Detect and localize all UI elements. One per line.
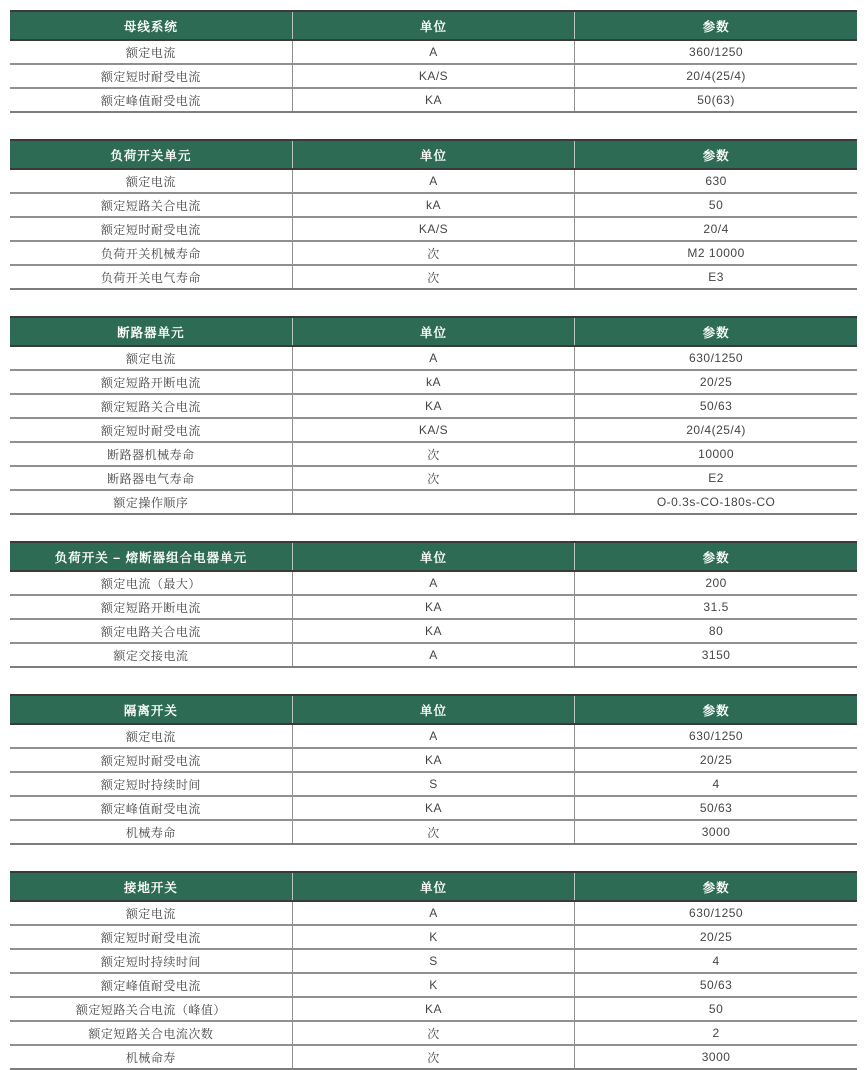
table-row <box>10 394 857 418</box>
param-cell: 200 <box>575 571 857 595</box>
param-cell: 20/25 <box>575 925 857 949</box>
table-row <box>10 88 857 112</box>
param-cell: 630/1250 <box>575 724 857 748</box>
param-cell: 360/1250 <box>575 40 857 64</box>
unit-cell: 次 <box>292 820 574 844</box>
param-column-header: 参数 <box>575 695 857 724</box>
row-name-cell: 额定电流 <box>10 901 292 925</box>
row-name-cell: 额定短路关合电流（峰值） <box>10 997 292 1021</box>
param-cell: 50/63 <box>575 973 857 997</box>
table-row <box>10 973 857 997</box>
param-cell: 20/25 <box>575 370 857 394</box>
unit-cell: KA <box>292 394 574 418</box>
row-name-cell: 额定电流 <box>10 169 292 193</box>
param-cell: 630 <box>575 169 857 193</box>
row-name-cell: 额定短时耐受电流 <box>10 418 292 442</box>
unit-cell: A <box>292 40 574 64</box>
table-row <box>10 748 857 772</box>
table-row <box>10 490 857 514</box>
row-name-cell: 额定短路关合电流 <box>10 394 292 418</box>
row-name-cell: 额定短时耐受电流 <box>10 925 292 949</box>
row-name-cell: 额定电流（最大） <box>10 571 292 595</box>
param-cell: 50/63 <box>575 796 857 820</box>
param-cell: 20/4 <box>575 217 857 241</box>
unit-column-header: 单位 <box>292 317 574 346</box>
param-cell: 3000 <box>575 820 857 844</box>
unit-column-header: 单位 <box>292 695 574 724</box>
table-title: 断路器单元 <box>10 317 292 346</box>
unit-cell: S <box>292 949 574 973</box>
row-name-cell: 额定操作顺序 <box>10 490 292 514</box>
row-name-cell: 额定电流 <box>10 346 292 370</box>
unit-cell: KA <box>292 595 574 619</box>
spec-table <box>10 871 857 1070</box>
param-cell: O-0.3s-CO-180s-CO <box>575 490 857 514</box>
row-name-cell: 额定峰值耐受电流 <box>10 88 292 112</box>
param-cell: E2 <box>575 466 857 490</box>
row-name-cell: 额定短路开断电流 <box>10 370 292 394</box>
table-row <box>10 442 857 466</box>
param-cell: 630/1250 <box>575 901 857 925</box>
row-name-cell: 额定峰值耐受电流 <box>10 796 292 820</box>
param-cell: 50 <box>575 193 857 217</box>
unit-column-header: 单位 <box>292 11 574 40</box>
table-row <box>10 40 857 64</box>
param-cell: 50(63) <box>575 88 857 112</box>
row-name-cell: 额定短路关合电流 <box>10 193 292 217</box>
row-name-cell: 额定交接电流 <box>10 643 292 667</box>
unit-cell: 次 <box>292 265 574 289</box>
unit-column-header: 单位 <box>292 872 574 901</box>
param-cell: 4 <box>575 949 857 973</box>
unit-cell: A <box>292 724 574 748</box>
row-name-cell: 额定电流 <box>10 724 292 748</box>
unit-cell: KA <box>292 88 574 112</box>
param-cell: 80 <box>575 619 857 643</box>
table-title: 接地开关 <box>10 872 292 901</box>
table-row <box>10 241 857 265</box>
table-row <box>10 64 857 88</box>
unit-cell: A <box>292 901 574 925</box>
row-name-cell: 额定电流 <box>10 40 292 64</box>
table-row <box>10 619 857 643</box>
unit-column-header: 单位 <box>292 542 574 571</box>
param-cell: 20/4(25/4) <box>575 418 857 442</box>
unit-cell: 次 <box>292 1021 574 1045</box>
unit-cell <box>292 490 574 514</box>
param-column-header: 参数 <box>575 11 857 40</box>
param-cell: 31.5 <box>575 595 857 619</box>
unit-cell: S <box>292 772 574 796</box>
unit-cell: 次 <box>292 442 574 466</box>
table-header-row <box>10 140 857 169</box>
table-row <box>10 346 857 370</box>
param-cell: M2 10000 <box>575 241 857 265</box>
table-row <box>10 265 857 289</box>
table-row <box>10 370 857 394</box>
param-cell: 630/1250 <box>575 346 857 370</box>
row-name-cell: 额定短时耐受电流 <box>10 217 292 241</box>
unit-cell: kA <box>292 370 574 394</box>
param-column-header: 参数 <box>575 542 857 571</box>
table-row <box>10 772 857 796</box>
param-cell: 3150 <box>575 643 857 667</box>
param-column-header: 参数 <box>575 140 857 169</box>
table-row <box>10 901 857 925</box>
unit-cell: kA <box>292 193 574 217</box>
row-name-cell: 额定短时耐受电流 <box>10 64 292 88</box>
unit-cell: K <box>292 973 574 997</box>
table-header-row <box>10 317 857 346</box>
param-column-header: 参数 <box>575 317 857 346</box>
table-header-row <box>10 11 857 40</box>
param-cell: 10000 <box>575 442 857 466</box>
unit-cell: KA <box>292 748 574 772</box>
unit-cell: KA/S <box>292 217 574 241</box>
unit-cell: A <box>292 643 574 667</box>
table-row <box>10 571 857 595</box>
table-header-row <box>10 695 857 724</box>
table-row <box>10 925 857 949</box>
row-name-cell: 额定电路关合电流 <box>10 619 292 643</box>
unit-cell: KA <box>292 997 574 1021</box>
table-row <box>10 595 857 619</box>
spec-table <box>10 316 857 515</box>
table-row <box>10 169 857 193</box>
row-name-cell: 额定短时持续时间 <box>10 772 292 796</box>
spec-table <box>10 139 857 290</box>
unit-cell: 次 <box>292 241 574 265</box>
param-cell: E3 <box>575 265 857 289</box>
param-cell: 50/63 <box>575 394 857 418</box>
table-row <box>10 643 857 667</box>
table-title: 隔离开关 <box>10 695 292 724</box>
unit-cell: A <box>292 169 574 193</box>
unit-cell: KA <box>292 619 574 643</box>
table-row <box>10 466 857 490</box>
table-header-row <box>10 542 857 571</box>
table-row <box>10 997 857 1021</box>
table-row <box>10 724 857 748</box>
param-cell: 2 <box>575 1021 857 1045</box>
table-title: 负荷开关 – 熔断器组合电器单元 <box>10 542 292 571</box>
table-row <box>10 949 857 973</box>
param-column-header: 参数 <box>575 872 857 901</box>
spec-table <box>10 541 857 668</box>
table-row <box>10 1045 857 1069</box>
param-cell: 50 <box>575 997 857 1021</box>
row-name-cell: 断路器电气寿命 <box>10 466 292 490</box>
table-row <box>10 193 857 217</box>
param-cell: 3000 <box>575 1045 857 1069</box>
row-name-cell: 额定短路开断电流 <box>10 595 292 619</box>
row-name-cell: 负荷开关机械寿命 <box>10 241 292 265</box>
table-title: 负荷开关单元 <box>10 140 292 169</box>
table-row <box>10 418 857 442</box>
row-name-cell: 负荷开关电气寿命 <box>10 265 292 289</box>
param-cell: 4 <box>575 772 857 796</box>
unit-cell: KA <box>292 796 574 820</box>
spec-table <box>10 694 857 845</box>
unit-cell: A <box>292 571 574 595</box>
table-row <box>10 217 857 241</box>
row-name-cell: 额定峰值耐受电流 <box>10 973 292 997</box>
unit-cell: 次 <box>292 1045 574 1069</box>
param-cell: 20/4(25/4) <box>575 64 857 88</box>
unit-cell: 次 <box>292 466 574 490</box>
unit-column-header: 单位 <box>292 140 574 169</box>
row-name-cell: 额定短时持续时间 <box>10 949 292 973</box>
row-name-cell: 额定短路关合电流次数 <box>10 1021 292 1045</box>
unit-cell: K <box>292 925 574 949</box>
table-title: 母线系统 <box>10 11 292 40</box>
row-name-cell: 机械寿命 <box>10 820 292 844</box>
table-row <box>10 820 857 844</box>
row-name-cell: 机械命寿 <box>10 1045 292 1069</box>
table-header-row <box>10 872 857 901</box>
row-name-cell: 额定短时耐受电流 <box>10 748 292 772</box>
unit-cell: KA/S <box>292 418 574 442</box>
table-row <box>10 1021 857 1045</box>
table-row <box>10 796 857 820</box>
unit-cell: KA/S <box>292 64 574 88</box>
unit-cell: A <box>292 346 574 370</box>
row-name-cell: 断路器机械寿命 <box>10 442 292 466</box>
spec-table <box>10 10 857 113</box>
param-cell: 20/25 <box>575 748 857 772</box>
